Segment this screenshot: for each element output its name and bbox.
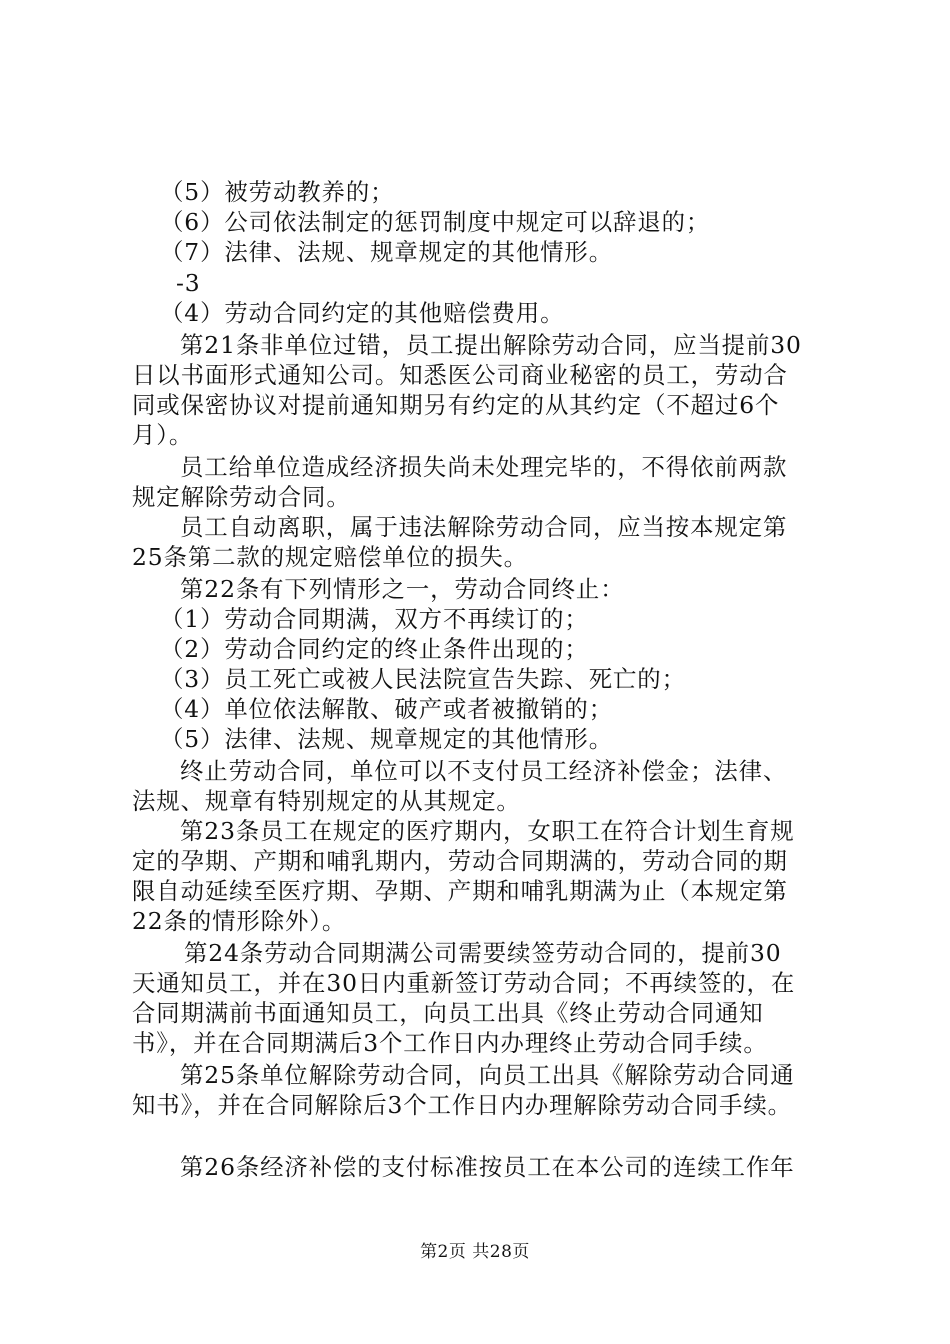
text-line: 25条第二款的规定赔偿单位的损失。	[132, 543, 528, 571]
text-line: 日以书面形式通知公司。知悉医公司商业秘密的员工，劳动合	[132, 361, 788, 389]
text-line: 法规、规章有特别规定的从其规定。	[132, 787, 521, 815]
text-line: 限自动延续至医疗期、孕期、产期和哺乳期满为止（本规定第	[132, 877, 788, 905]
text-line: 第22条有下列情形之一，劳动合同终止：	[180, 575, 625, 603]
text-line: （5）被劳动教养的；	[160, 178, 395, 206]
text-line: （5）法律、法规、规章规定的其他情形。	[160, 725, 614, 753]
text-line: 员工自动离职，属于违法解除劳动合同，应当按本规定第	[180, 513, 788, 541]
text-line: （7）法律、法规、规章规定的其他情形。	[160, 238, 614, 266]
text-line: 第26条经济补偿的支付标准按员工在本公司的连续工作年	[180, 1153, 795, 1181]
text-line: 天通知员工，并在30日内重新签订劳动合同；不再续签的，在	[132, 969, 796, 997]
text-line: （1）劳动合同期满，双方不再续订的；	[160, 605, 589, 633]
text-line: 第23条员工在规定的医疗期内，女职工在符合计划生育规	[180, 817, 795, 845]
text-line: 22条的情形除外）。	[132, 907, 347, 935]
text-line: 第25条单位解除劳动合同，向员工出具《解除劳动合同通	[180, 1061, 795, 1089]
text-line: 第24条劳动合同期满公司需要续签劳动合同的，提前30	[184, 939, 782, 967]
text-line: 定的孕期、产期和哺乳期内，劳动合同期满的，劳动合同的期	[132, 847, 788, 875]
text-line: -3	[176, 269, 201, 297]
text-line: 第21条非单位过错，员工提出解除劳动合同，应当提前30	[180, 331, 802, 359]
text-line: 合同期满前书面通知员工，向员工出具《终止劳动合同通知	[132, 999, 764, 1027]
text-line: （2）劳动合同约定的终止条件出现的；	[160, 635, 589, 663]
text-line: 同或保密协议对提前通知期另有约定的从其约定（不超过6个	[132, 391, 780, 419]
text-line: （4）单位依法解散、破产或者被撤销的；	[160, 695, 614, 723]
text-line: 员工给单位造成经济损失尚未处理完毕的，不得依前两款	[180, 453, 788, 481]
text-line: （3）员工死亡或被人民法院宣告失踪、死亡的；	[160, 665, 686, 693]
text-line: 月）。	[132, 421, 194, 449]
text-line: （4）劳动合同约定的其他赔偿费用。	[160, 299, 565, 327]
text-line: 规定解除劳动合同。	[132, 483, 351, 511]
text-line: （6）公司依法制定的惩罚制度中规定可以辞退的；	[160, 208, 711, 236]
text-line: 终止劳动合同，单位可以不支付员工经济补偿金；法律、	[180, 757, 788, 785]
page-number-footer: 第2页 共28页	[420, 1242, 530, 1262]
text-line: 知书》，并在合同解除后3个工作日内办理解除劳动合同手续。	[132, 1091, 792, 1119]
text-line: 书》，并在合同期满后3个工作日内办理终止劳动合同手续。	[132, 1029, 768, 1057]
